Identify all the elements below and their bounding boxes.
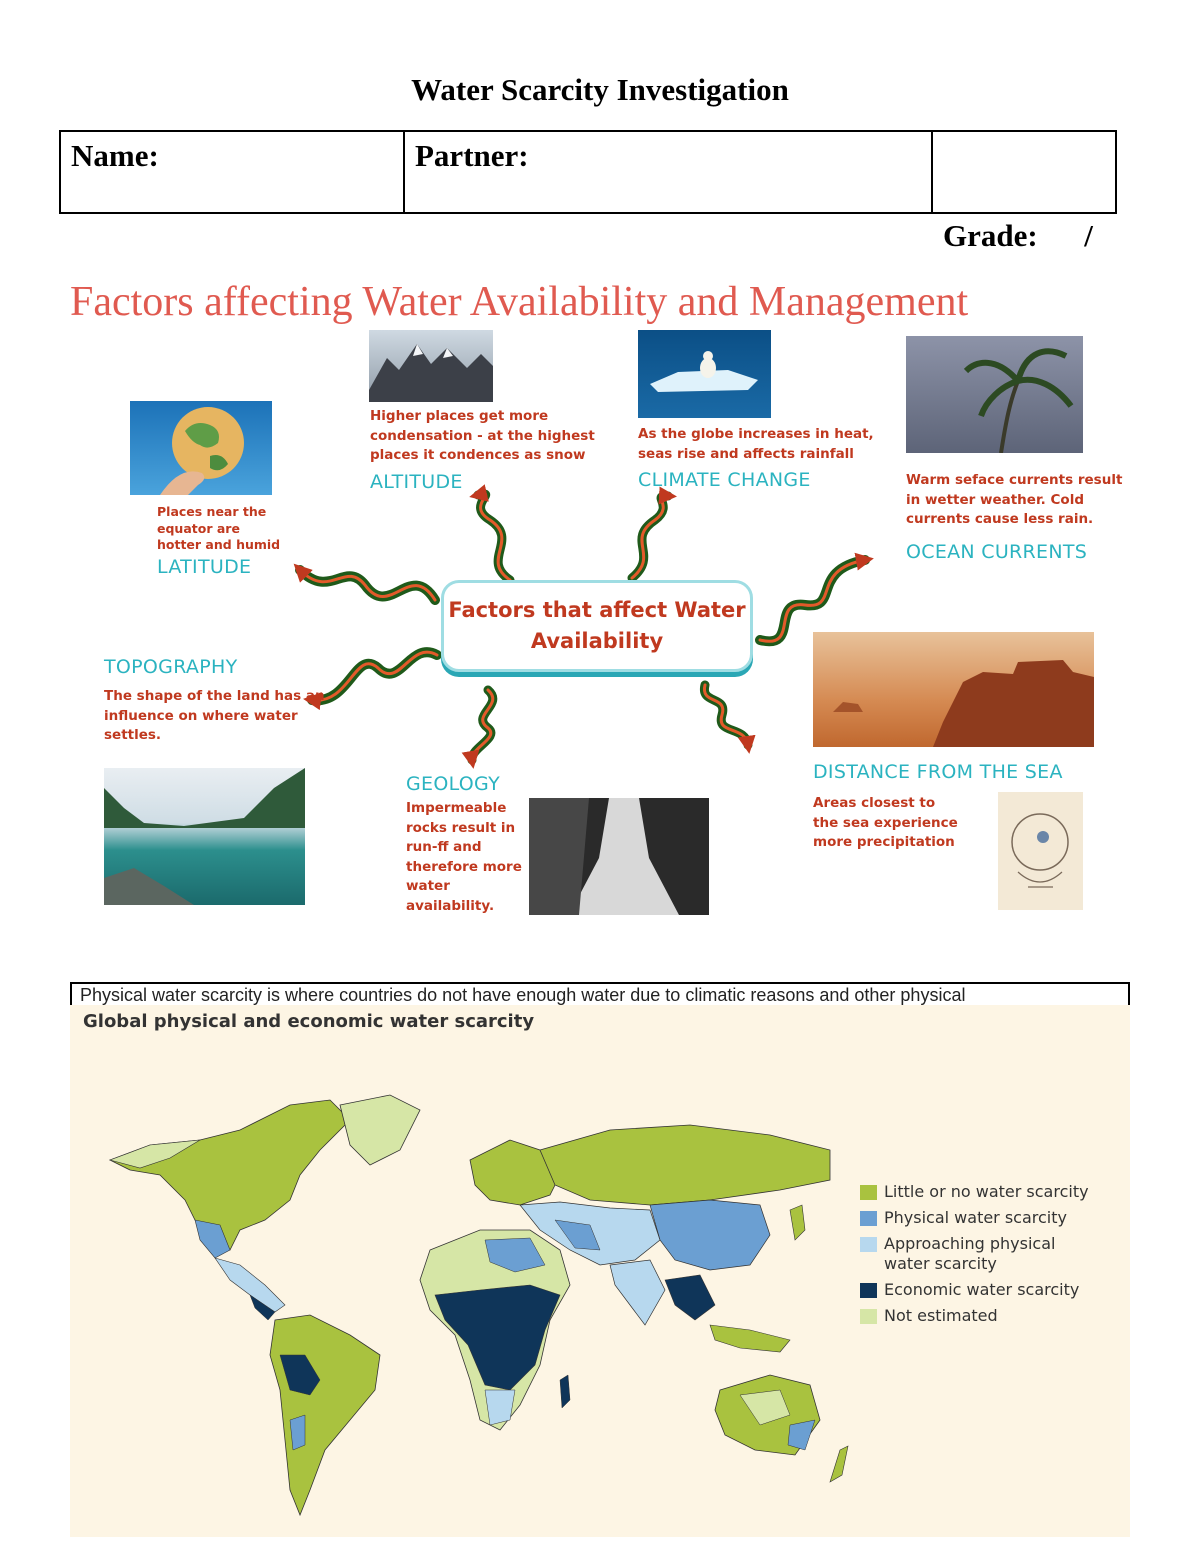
legend-swatch xyxy=(860,1211,877,1226)
region-russia xyxy=(540,1125,830,1205)
geology-line: rocks result in xyxy=(406,819,516,836)
region-southeast-asia xyxy=(710,1325,790,1352)
latitude-heading: LATITUDE xyxy=(157,556,252,578)
region-china xyxy=(650,1200,770,1270)
arrow-altitude xyxy=(478,494,510,580)
arrow-distance-from-sea xyxy=(704,685,748,745)
region-new-zealand xyxy=(830,1446,848,1482)
geology-heading: GEOLOGY xyxy=(406,773,501,795)
globe-photo xyxy=(130,401,272,495)
altitude-line: places it condences as snow xyxy=(370,447,586,463)
latitude-text xyxy=(157,504,280,554)
latitude-line: Places near the xyxy=(157,504,267,519)
altitude-line: condensation - at the highest xyxy=(370,427,595,444)
legend-swatch xyxy=(860,1237,877,1252)
region-south-america xyxy=(270,1315,380,1515)
desert-photo xyxy=(813,632,1094,747)
legend-item xyxy=(860,1234,1109,1274)
arrow-geology xyxy=(472,690,493,760)
region-south-asia-economic xyxy=(665,1275,715,1320)
topography-line: The shape of the land has an xyxy=(104,688,325,704)
climate-change-heading: CLIMATE CHANGE xyxy=(638,469,811,491)
legend-swatch xyxy=(860,1309,877,1324)
altitude-text xyxy=(370,407,595,466)
map-intro-text: Physical water scarcity is where countries do not have enough water due to climatic reasons and other physical xyxy=(80,985,966,1005)
climate-change-text xyxy=(638,425,874,464)
name-label: Name: xyxy=(71,138,159,173)
center-line-1: Factors that affect Water xyxy=(448,598,746,622)
center-topic-box xyxy=(441,580,753,672)
document-title: Water Scarcity Investigation xyxy=(411,72,789,107)
climate-line: As the globe increases in heat, xyxy=(638,426,874,442)
region-south-asia xyxy=(610,1260,665,1325)
arrow-ocean-currents xyxy=(760,560,865,641)
map-legend xyxy=(860,1182,1109,1332)
latitude-line: equator are xyxy=(157,520,240,536)
geology-line: therefore more xyxy=(406,858,522,875)
legend-label: Not estimated xyxy=(884,1306,998,1325)
geology-line: availability. xyxy=(406,897,495,914)
arrow-topography xyxy=(312,652,437,700)
region-greenland xyxy=(340,1095,420,1165)
sketch-illustration xyxy=(998,792,1083,910)
topography-line: influence on where water xyxy=(104,707,298,724)
latitude-line: hotter and humid xyxy=(157,537,281,552)
legend-item xyxy=(860,1182,1109,1202)
region-madagascar xyxy=(560,1375,570,1408)
altitude-heading: ALTITUDE xyxy=(370,471,463,493)
climate-line: seas rise and affects rainfall xyxy=(638,445,854,462)
distance-line: Areas closest to xyxy=(813,795,936,811)
legend-swatch xyxy=(860,1283,877,1298)
legend-label: Economic water scarcity xyxy=(884,1280,1080,1299)
region-north-america xyxy=(110,1100,350,1250)
lake-photo xyxy=(104,768,305,905)
altitude-line: Higher places get more xyxy=(370,408,549,424)
region-australia-southeast xyxy=(788,1420,815,1450)
center-line-2: Availability xyxy=(530,629,664,653)
region-central-america xyxy=(215,1258,285,1312)
map-title: Global physical and economic water scarcity xyxy=(83,1011,535,1032)
distance-line: more precipitation xyxy=(813,834,955,850)
palm-tree-photo xyxy=(906,336,1083,453)
arrow-climate-change xyxy=(632,496,668,578)
distance-from-sea-text xyxy=(813,794,958,853)
topography-line: settles. xyxy=(104,727,162,743)
topography-text xyxy=(104,687,325,746)
legend-label: Approaching physical water scarcity xyxy=(884,1234,1056,1273)
distance-from-sea-heading: DISTANCE FROM THE SEA xyxy=(813,761,1063,783)
ocean-line: currents cause less rain. xyxy=(906,511,1094,527)
geology-line: water xyxy=(406,878,450,894)
geology-text xyxy=(406,799,522,916)
geology-line: Impermeable xyxy=(406,800,507,816)
distance-line: the sea experience xyxy=(813,814,958,831)
region-south-america-physical xyxy=(290,1415,305,1450)
polar-bear-photo xyxy=(638,330,771,418)
ocean-currents-heading: OCEAN CURRENTS xyxy=(906,541,1088,563)
ocean-line: Warm seface currents result xyxy=(906,472,1123,488)
legend-item xyxy=(860,1280,1109,1300)
region-africa-south-approaching xyxy=(485,1390,515,1425)
region-japan xyxy=(790,1205,805,1240)
topography-heading: TOPOGRAPHY xyxy=(104,656,238,678)
world-map xyxy=(90,1090,870,1530)
ocean-currents-text xyxy=(906,471,1122,530)
legend-swatch xyxy=(860,1185,877,1200)
legend-label: Physical water scarcity xyxy=(884,1208,1067,1227)
legend-item xyxy=(860,1306,1109,1326)
region-africa-economic xyxy=(435,1285,560,1390)
waterfall-photo xyxy=(529,798,709,915)
legend-item xyxy=(860,1208,1109,1228)
poster-title: Factors affecting Water Availability and Management xyxy=(70,279,969,325)
arrow-latitude xyxy=(300,570,435,600)
mountains-photo xyxy=(369,330,493,402)
grade-label: Grade: / xyxy=(943,218,1093,253)
partner-label: Partner: xyxy=(415,138,529,173)
ocean-line: in wetter weather. Cold xyxy=(906,491,1084,508)
legend-label: Little or no water scarcity xyxy=(884,1182,1089,1201)
geology-line: run-ff and xyxy=(406,839,482,855)
